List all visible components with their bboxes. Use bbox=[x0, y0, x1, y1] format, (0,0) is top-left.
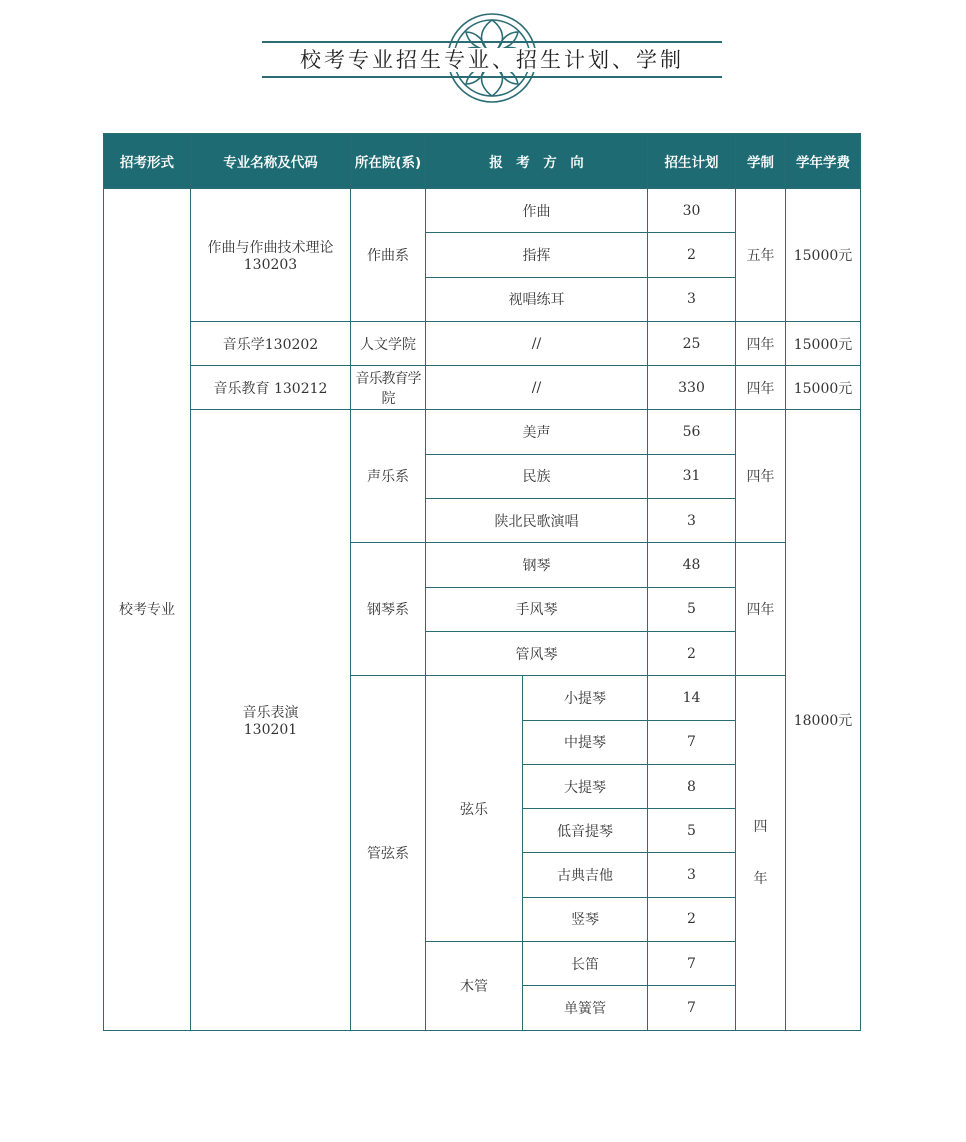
duration-music-education: 四年 bbox=[736, 366, 786, 410]
exam-type-cell: 校考专业 bbox=[104, 189, 191, 1031]
dept-musicology: 人文学院 bbox=[351, 321, 426, 365]
direction-cell: 视唱练耳 bbox=[426, 277, 648, 321]
plan-cell: 8 bbox=[648, 764, 736, 808]
direction-cell: 指挥 bbox=[426, 233, 648, 277]
title-rule-top bbox=[262, 41, 722, 43]
dept-composition: 作曲系 bbox=[351, 189, 426, 322]
header-duration: 学制 bbox=[736, 134, 786, 189]
major-musicology: 音乐学130202 bbox=[191, 321, 351, 365]
instrument-cell: 单簧管 bbox=[523, 986, 648, 1030]
direction-cell: 作曲 bbox=[426, 189, 648, 233]
dept-orchestral: 管弦系 bbox=[351, 676, 426, 1030]
plan-cell: 3 bbox=[648, 499, 736, 543]
duration-orchestral: 四 年 bbox=[736, 676, 786, 1030]
major-performance: 音乐表演 130201 bbox=[191, 410, 351, 1030]
table-row bbox=[104, 366, 861, 410]
plan-cell: 7 bbox=[648, 720, 736, 764]
page-title: 校考专业招生专业、招生计划、学制 bbox=[262, 44, 722, 74]
title-rule-bottom bbox=[262, 76, 722, 78]
plan-cell: 56 bbox=[648, 410, 736, 454]
instrument-cell: 大提琴 bbox=[523, 764, 648, 808]
plan-cell: 2 bbox=[648, 233, 736, 277]
direction-cell: 陕北民歌演唱 bbox=[426, 499, 648, 543]
duration-musicology: 四年 bbox=[736, 321, 786, 365]
dept-music-education: 音乐教育学院 bbox=[351, 366, 426, 410]
plan-cell: 3 bbox=[648, 853, 736, 897]
fee-composition: 15000元 bbox=[786, 189, 861, 322]
plan-cell: 330 bbox=[648, 366, 736, 410]
instrument-cell: 长笛 bbox=[523, 942, 648, 986]
dept-piano: 钢琴系 bbox=[351, 543, 426, 676]
table-row bbox=[104, 189, 861, 233]
major-music-education: 音乐教育 130212 bbox=[191, 366, 351, 410]
instrument-cell: 小提琴 bbox=[523, 676, 648, 720]
plan-cell: 5 bbox=[648, 587, 736, 631]
instrument-cell: 古典吉他 bbox=[523, 853, 648, 897]
plan-cell: 7 bbox=[648, 942, 736, 986]
plan-cell: 5 bbox=[648, 809, 736, 853]
plan-cell: 30 bbox=[648, 189, 736, 233]
direction-cell: // bbox=[426, 321, 648, 365]
plan-cell: 3 bbox=[648, 277, 736, 321]
fee-musicology: 15000元 bbox=[786, 321, 861, 365]
instrument-cell: 中提琴 bbox=[523, 720, 648, 764]
plan-cell: 25 bbox=[648, 321, 736, 365]
instrument-cell: 低音提琴 bbox=[523, 809, 648, 853]
header-exam-type: 招考形式 bbox=[104, 134, 191, 189]
direction-cell: 管风琴 bbox=[426, 631, 648, 675]
fee-music-education: 15000元 bbox=[786, 366, 861, 410]
plan-cell: 2 bbox=[648, 631, 736, 675]
header-department: 所在院(系) bbox=[351, 134, 426, 189]
plan-cell: 7 bbox=[648, 986, 736, 1030]
direction-cell: 手风琴 bbox=[426, 587, 648, 631]
header-fee: 学年学费 bbox=[786, 134, 861, 189]
duration-vocal: 四年 bbox=[736, 410, 786, 543]
direction-cell: 美声 bbox=[426, 410, 648, 454]
duration-composition: 五年 bbox=[736, 189, 786, 322]
major-composition: 作曲与作曲技术理论 130203 bbox=[191, 189, 351, 322]
plan-cell: 2 bbox=[648, 897, 736, 941]
plan-cell: 14 bbox=[648, 676, 736, 720]
table-row bbox=[104, 321, 861, 365]
header-direction: 报 考 方 向 bbox=[426, 134, 648, 189]
header-plan: 招生计划 bbox=[648, 134, 736, 189]
duration-piano: 四年 bbox=[736, 543, 786, 676]
title-banner bbox=[262, 6, 722, 110]
group-woodwind: 木管 bbox=[426, 942, 523, 1031]
plan-cell: 48 bbox=[648, 543, 736, 587]
table-row bbox=[104, 410, 861, 454]
instrument-cell: 竖琴 bbox=[523, 897, 648, 941]
dept-vocal: 声乐系 bbox=[351, 410, 426, 543]
header-major-name: 专业名称及代码 bbox=[191, 134, 351, 189]
admission-table bbox=[103, 133, 861, 1031]
fee-performance: 18000元 bbox=[786, 410, 861, 1030]
direction-cell: // bbox=[426, 366, 648, 410]
direction-cell: 钢琴 bbox=[426, 543, 648, 587]
group-strings: 弦乐 bbox=[426, 676, 523, 942]
plan-cell: 31 bbox=[648, 454, 736, 498]
header-row bbox=[104, 134, 861, 189]
direction-cell: 民族 bbox=[426, 454, 648, 498]
